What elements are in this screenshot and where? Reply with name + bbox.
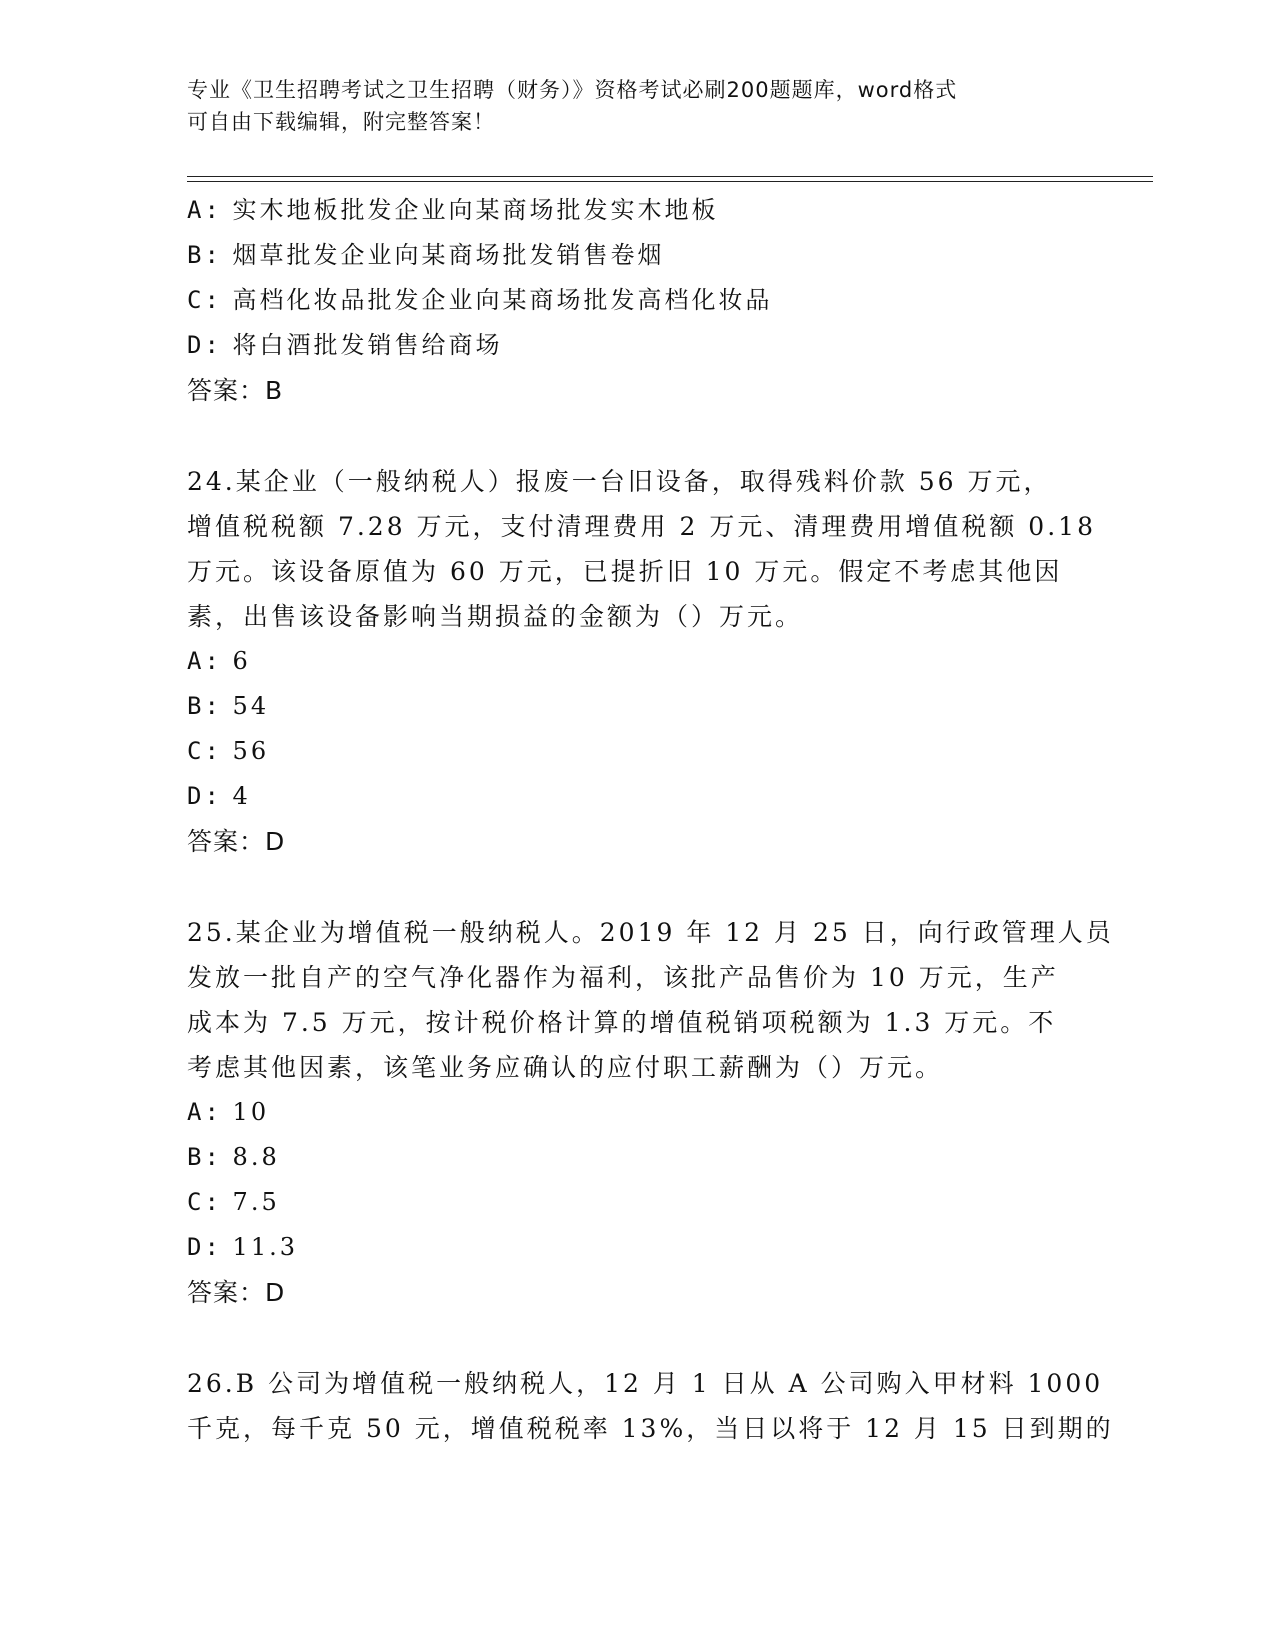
question-stem: 25.某企业为增值税一般纳税人。2019 年 12 月 25 日，向行政管理人员 发放一批自产的空气净化器作为福利，该批产品售价为 10 万元，生产 成本为 7.5 万元，按计税价格计算的增值税销项税额为 1.3 万元。不 考虑其他因素，该笔业务应确认的应付职工薪酬为（）万元。 xyxy=(187,918,1114,1082)
answer: 答案：D xyxy=(187,1278,286,1307)
option-d: D: 4 xyxy=(187,782,251,810)
header-divider-top xyxy=(187,176,1153,177)
option-b: B: 8.8 xyxy=(187,1143,280,1171)
option-a: A: 实木地板批发企业向某商场批发实木地板 xyxy=(187,196,719,224)
header-line-1: 专业《卫生招聘考试之卫生招聘（财务）》资格考试必刷200题题库，word格式 xyxy=(187,78,958,102)
header-line-2: 可自由下载编辑，附完整答案！ xyxy=(187,110,495,134)
question-stem: 24.某企业（一般纳税人）报废一台旧设备，取得残料价款 56 万元， 增值税税额 7.28 万元，支付清理费用 2 万元、清理费用增值税额 0.18 万元。该设备原值为 60 万元，已提折旧 10 万元。假定不考虑其他因 素，出售该设备影响当期损益的金额为（）万元。 xyxy=(187,467,1096,631)
question-26 xyxy=(187,1361,1114,1451)
option-b: B: 烟草批发企业向某商场批发销售卷烟 xyxy=(187,241,665,269)
header-divider-bottom xyxy=(187,181,1153,182)
option-c: C: 高档化妆品批发企业向某商场批发高档化妆品 xyxy=(187,286,773,314)
option-c: C: 56 xyxy=(187,737,270,765)
answer: 答案：D xyxy=(187,827,286,856)
document-header xyxy=(187,74,1057,138)
question-stem: 26.B 公司为增值税一般纳税人，12 月 1 日从 A 公司购入甲材料 1000 千克，每千克 50 元，增值税税率 13%，当日以将于 12 月 15 日到期的 xyxy=(187,1369,1114,1443)
option-d: D: 将白酒批发销售给商场 xyxy=(187,331,503,359)
question-25 xyxy=(187,910,1114,1315)
option-b: B: 54 xyxy=(187,692,270,720)
option-a: A: 6 xyxy=(187,647,251,675)
option-c: C: 7.5 xyxy=(187,1188,280,1216)
option-d: D: 11.3 xyxy=(187,1233,298,1261)
document-body xyxy=(187,188,1114,1451)
question-24 xyxy=(187,459,1096,864)
answer: 答案：B xyxy=(187,376,284,405)
option-a: A: 10 xyxy=(187,1098,270,1126)
question-23 xyxy=(187,188,1087,413)
